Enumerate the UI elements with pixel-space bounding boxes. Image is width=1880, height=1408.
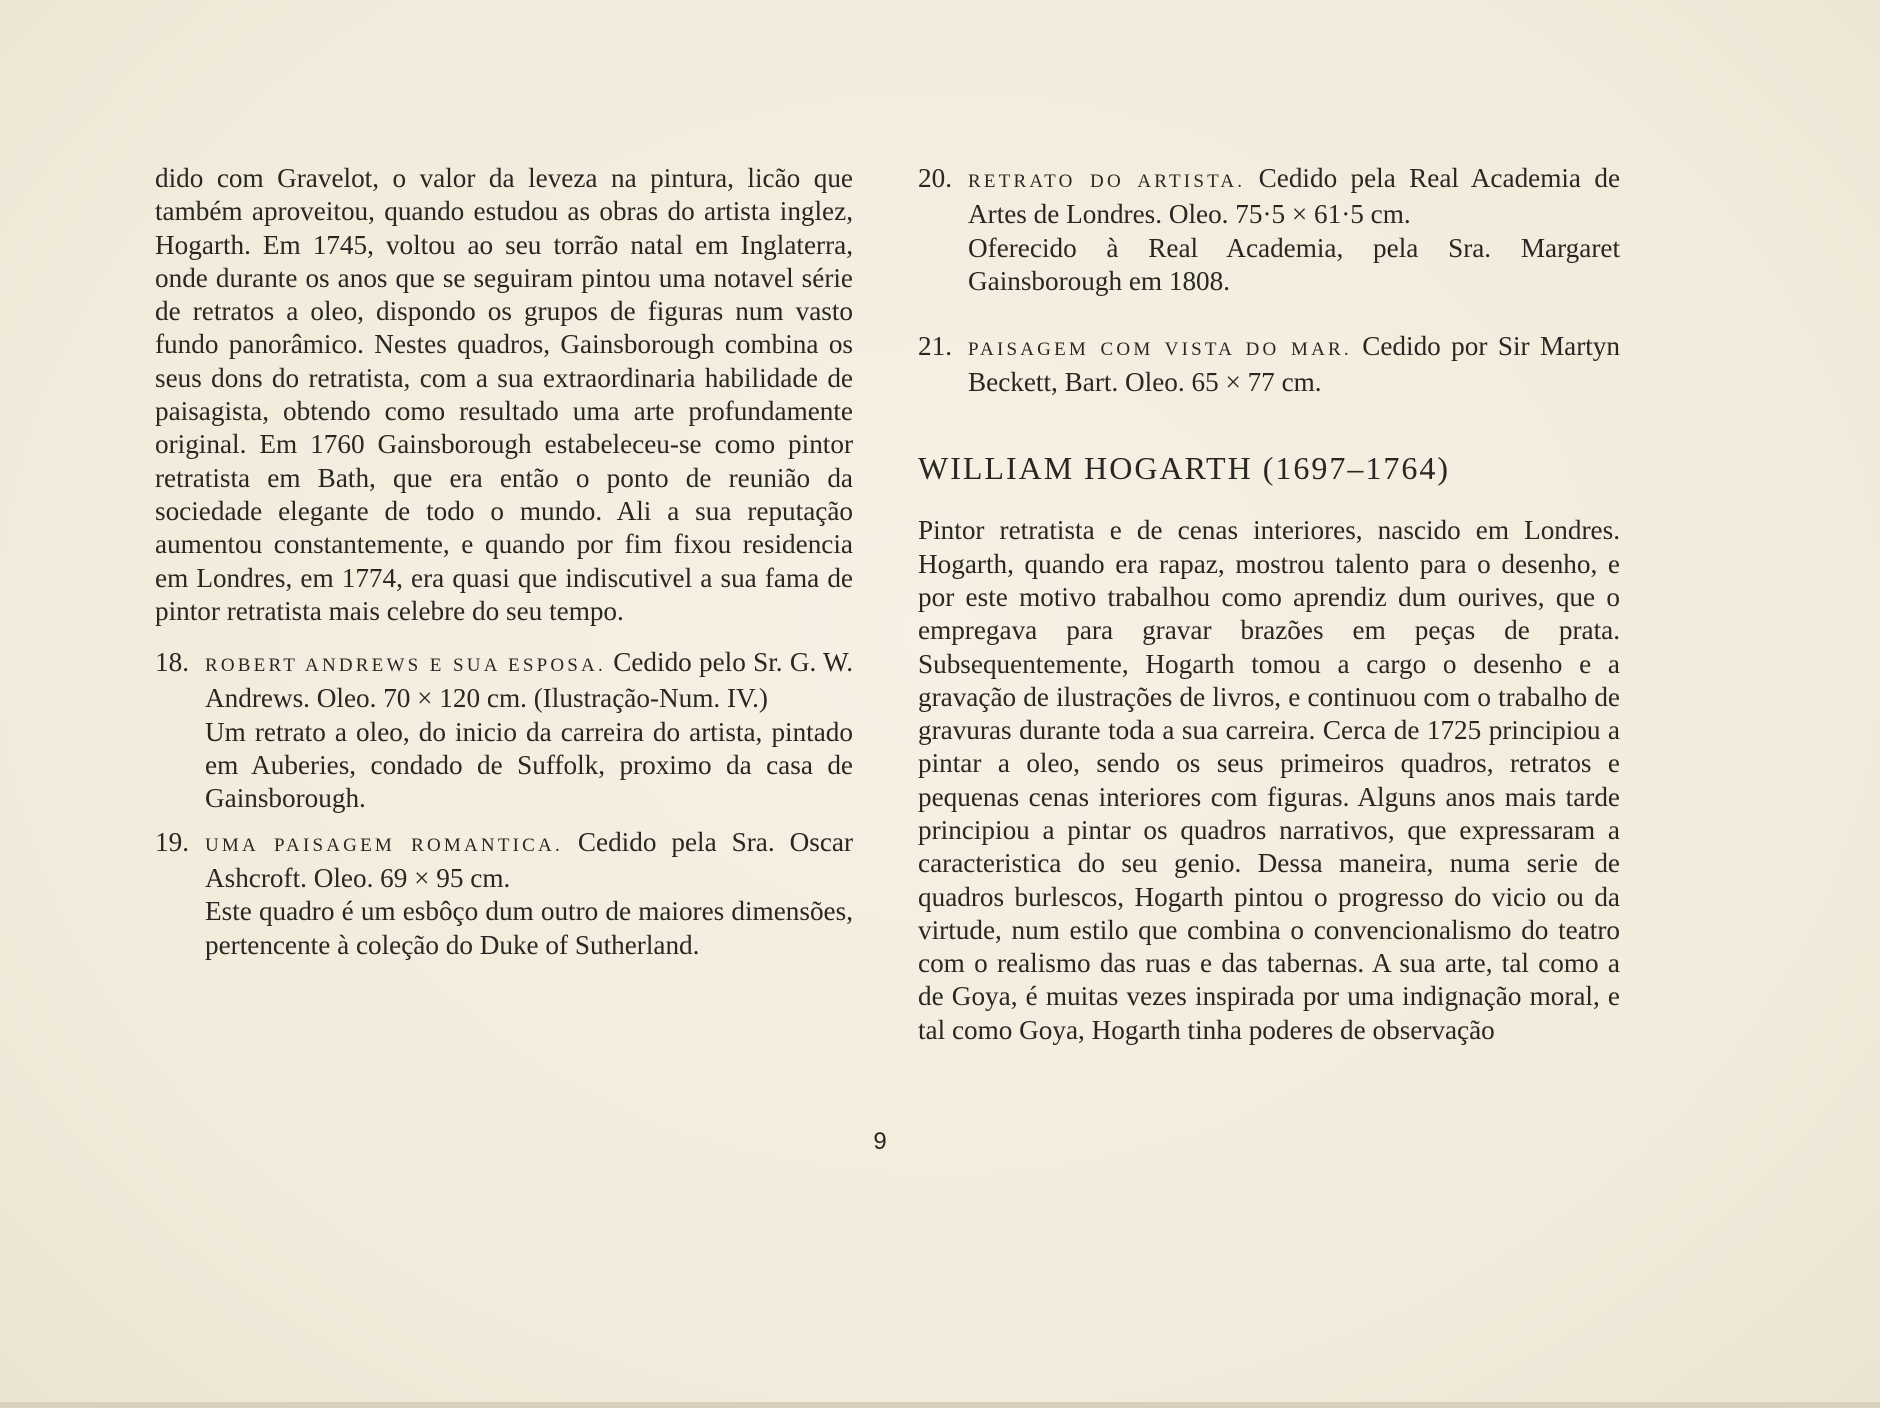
page-number: 9: [873, 1128, 887, 1155]
entry-text: Cedido por Sir Martyn Beckett, Bart. Oleo. 65 × 77 cm.: [968, 331, 1620, 398]
entry-description: [205, 826, 853, 896]
entry-description: [968, 162, 1620, 232]
left-column: [155, 162, 853, 962]
entry-number: 20.: [918, 163, 952, 193]
entry-title: RETRATO DO ARTISTA.: [968, 171, 1246, 192]
entry-title: ROBERT ANDREWS E SUA ESPOSA.: [205, 655, 606, 677]
intro-paragraph: dido com Gravelot, o valor da leveza na pintura, licão que também aproveitou, quando estudou as obras do artista inglez, Hogarth. Em 1745, voltou ao seu torrão natal em Inglaterra, onde durante os anos que se seguiram pintou uma notavel série de retratos a oleo, dispondo os grupos de figuras num vasto fundo panorâmico. Nestes quadros, Gainsborough combina os seus dons do retratista, com a sua extraordinaria habilidade de paisagista, obtendo como resultado uma arte profundamente original. Em 1760 Gainsborough estabeleceu-se como pintor retratista em Bath, que era então o ponto de reunião da sociedade elegante de todo o mundo. Ali a sua reputação aumentou constantemente, e quando por fim fixou residencia em Londres, em 1774, era quasi que indiscutivel a sua fama de pintor retratista mais celebre do seu tempo.: [155, 163, 853, 626]
entry-text: Cedido pela Sra. Oscar Ashcroft. Oleo. 69 × 95 cm.: [205, 826, 854, 893]
entry-description: [968, 330, 1620, 400]
entry-title: PAISAGEM COM VISTA DO MAR.: [968, 339, 1352, 361]
entry-text: Cedido pelo Sr. G. W. Andrews. Oleo. 70 × 120 cm. (Ilustração-Num. IV.): [205, 647, 854, 714]
entry-number: 18.: [155, 647, 189, 678]
catalog-entry-20: [918, 162, 1620, 298]
entry-number: 19.: [155, 826, 189, 857]
section-body: Pintor retratista e de cenas interiores, nascido em Londres. Hogarth, quando era rapaz, mostrou talento para o desenho, e por este motivo trabalhou como aprendiz dum ourives, que o empregava para gravar brazões em peças de prata. Subsequentemente, Hogarth tomou a cargo o desenho e a gravação de ilustrações de livros, e continuou com o trabalho de gravuras durante toda a sua carreira. Cerca de 1725 principiou a pintar a oleo, sendo os seus primeiros quadros, retratos e pequenas cenas interiores com figuras. Alguns anos mais tarde principiou a pintar os quadros narrativos, que expressaram a caracteristica do seu genio. Dessa maneira, numa serie de quadros burlescos, Hogarth pintou o progresso do vicio ou da virtude, num estilo que combina o convencionalismo do teatro com o realismo das ruas e das tabernas. A sua arte, tal como a de Goya, é muitas vezes inspirada por uma indignação moral, e tal como Goya, Hogarth tinha poderes de observação: [918, 515, 1620, 1045]
catalog-entry-21: [918, 330, 1620, 400]
entry-title: UMA PAISAGEM ROMANTICA.: [205, 834, 563, 856]
entry-note: Oferecido à Real Academia, pela Sra. Margaret Gainsborough em 1808.: [968, 232, 1620, 296]
entry-note: Este quadro é um esbôço dum outro de maiores dimensões, pertencente à coleção do Duke of Sutherland.: [205, 896, 853, 960]
page-edge: [0, 1402, 1880, 1408]
catalog-entry-19: [155, 826, 853, 962]
entry-description: [205, 646, 853, 716]
entry-number: 21.: [918, 331, 952, 362]
section-heading: WILLIAM HOGARTH (1697–1764): [918, 449, 1450, 486]
entry-text: Cedido pela Real Academia de Artes de Londres. Oleo. 75·5 × 61·5 cm.: [968, 163, 1621, 230]
catalog-entry-18: [155, 646, 853, 815]
entry-note: Um retrato a oleo, do inicio da carreira do artista, pintado em Auberies, condado de Suffolk, proximo da casa de Gainsborough.: [205, 716, 853, 814]
right-column: [918, 162, 1620, 1047]
